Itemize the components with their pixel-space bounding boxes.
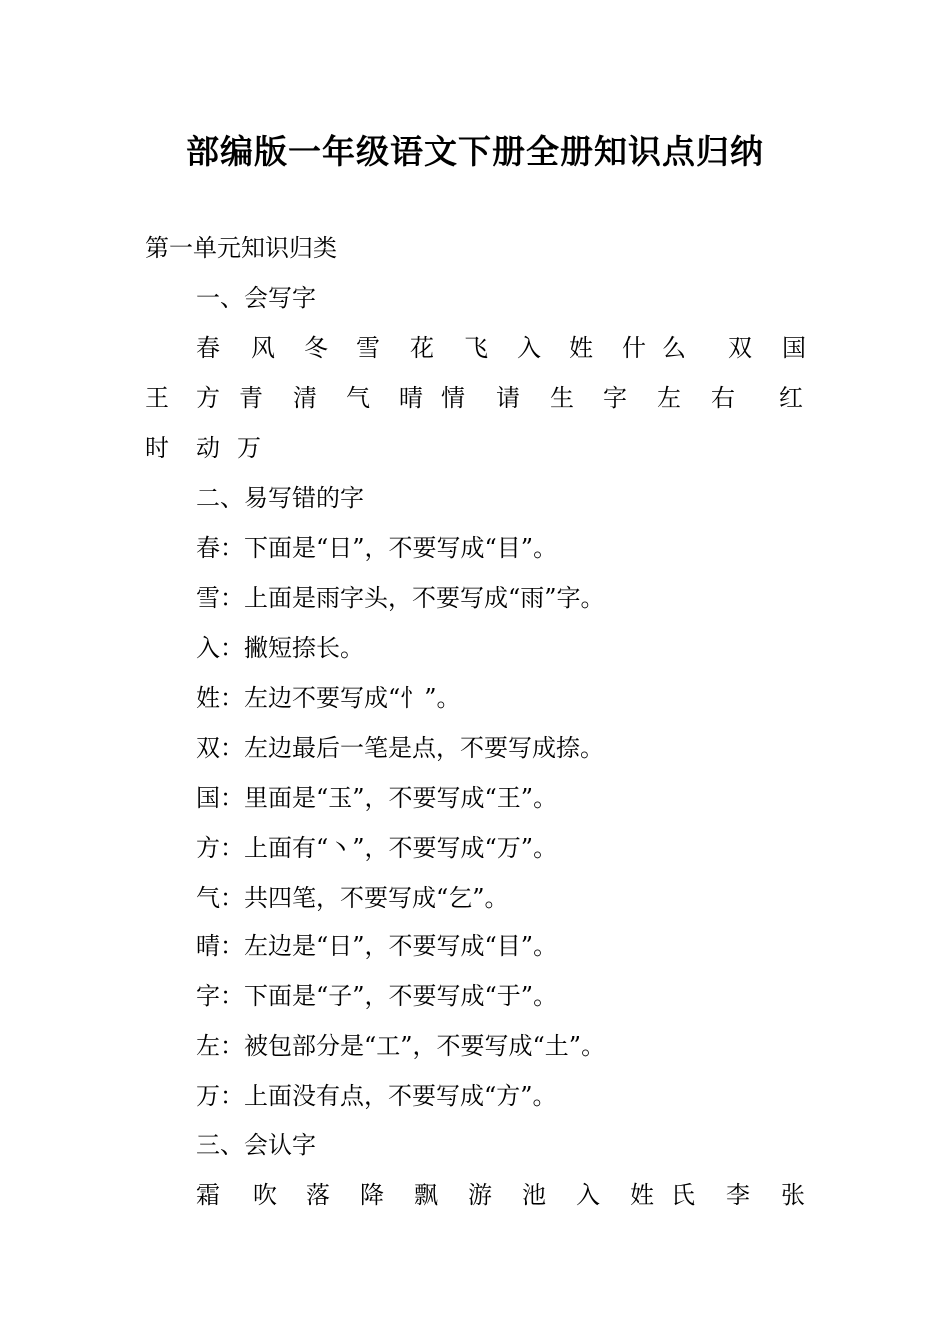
section-heading-write: 一、会写字 [196, 284, 316, 312]
write-chars-row-2 [145, 380, 805, 416]
char: 字 [603, 384, 627, 412]
char: 什 [622, 334, 646, 362]
char: 姓 [630, 1181, 654, 1209]
error-item: 双：左边最后一笔是点，不要写成捺。 [196, 734, 604, 762]
char: 么 [662, 334, 686, 362]
error-item: 字：下面是“子”，不要写成“于”。 [196, 982, 558, 1010]
char: 降 [360, 1181, 384, 1209]
char: 清 [293, 384, 317, 412]
char: 吹 [253, 1181, 277, 1209]
char: 动 [196, 434, 220, 462]
char: 双 [728, 334, 752, 362]
error-item: 国：里面是“玉”，不要写成“王”。 [196, 784, 558, 812]
char: 请 [496, 384, 520, 412]
error-item: 春：下面是“日”，不要写成“目”。 [196, 534, 558, 562]
char: 青 [239, 384, 263, 412]
char: 氏 [671, 1181, 695, 1209]
char: 池 [522, 1181, 546, 1209]
page-title: 部编版一年级语文下册全册知识点归纳 [186, 132, 764, 171]
char: 冬 [304, 334, 328, 362]
char: 霜 [196, 1181, 220, 1209]
char: 红 [779, 384, 803, 412]
char: 飘 [414, 1181, 438, 1209]
char: 雪 [356, 334, 380, 362]
char: 张 [781, 1181, 805, 1209]
char: 春 [196, 334, 220, 362]
char: 游 [468, 1181, 492, 1209]
read-chars-row-1 [145, 1177, 805, 1213]
error-item: 姓：左边不要写成“忄”。 [196, 684, 461, 712]
char: 风 [251, 334, 275, 362]
error-item: 雪：上面是雨字头，不要写成“雨”字。 [196, 584, 605, 612]
error-item: 晴：左边是“日”，不要写成“目”。 [196, 932, 558, 960]
char: 李 [726, 1181, 750, 1209]
char: 气 [346, 384, 370, 412]
char: 情 [441, 384, 465, 412]
write-chars-row-3 [145, 430, 805, 466]
char: 右 [711, 384, 735, 412]
char: 生 [550, 384, 574, 412]
error-item: 万：上面没有点，不要写成“方”。 [196, 1082, 557, 1110]
char: 晴 [399, 384, 423, 412]
error-item: 入：撇短捺长。 [196, 634, 364, 662]
char: 花 [410, 334, 434, 362]
char: 时 [145, 434, 169, 462]
char: 飞 [464, 334, 488, 362]
write-chars-row-1 [145, 330, 805, 366]
char: 左 [657, 384, 681, 412]
char: 姓 [569, 334, 593, 362]
error-item: 左：被包部分是“工”，不要写成“土”。 [196, 1032, 606, 1060]
char: 方 [196, 384, 220, 412]
char: 入 [576, 1181, 600, 1209]
char: 国 [782, 334, 806, 362]
unit-heading: 第一单元知识归类 [145, 234, 337, 262]
char: 万 [237, 434, 261, 462]
section-heading-read: 三、会认字 [196, 1131, 316, 1159]
char: 落 [306, 1181, 330, 1209]
section-heading-errors: 二、易写错的字 [196, 484, 364, 512]
error-item: 气：共四笔，不要写成“乞”。 [196, 884, 509, 912]
char: 入 [517, 334, 541, 362]
char: 王 [145, 384, 169, 412]
error-item: 方：上面有“丶”，不要写成“万”。 [196, 834, 558, 862]
